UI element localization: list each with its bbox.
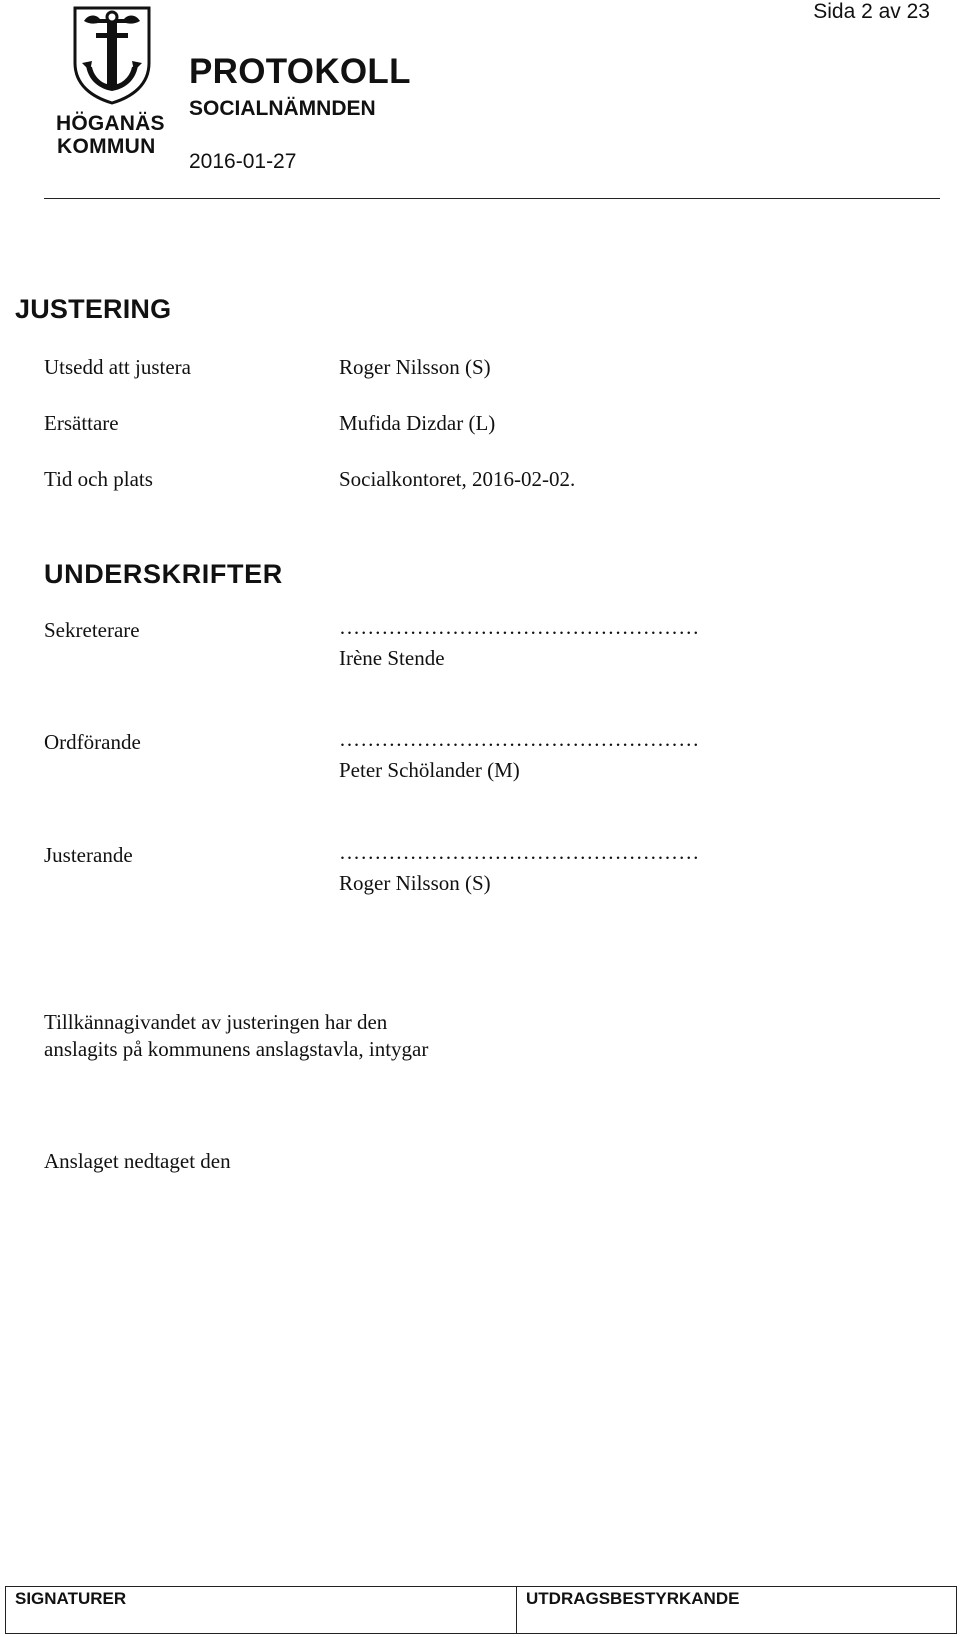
justering-value: Roger Nilsson (S) [339,355,491,379]
signature-role: Ordförande [44,730,141,754]
signature-line: …………………………………………… [339,840,700,864]
footer-extract-label: UTDRAGSBESTYRKANDE [526,1589,740,1608]
notice-line: anslagits på kommunens anslagstavla, intygar [44,1037,429,1061]
justering-value: Mufida Dizdar (L) [339,411,496,435]
signature-line: …………………………………………… [339,615,700,639]
signature-name: Roger Nilsson (S) [339,871,491,895]
logo-text-line2: KOMMUN [57,135,156,158]
footer-box [5,1586,957,1634]
signature-line: …………………………………………… [339,727,700,751]
footer-divider [516,1587,517,1633]
signature-name: Peter Schölander (M) [339,758,520,782]
justering-label: Ersättare [44,411,119,435]
municipality-logo [56,5,166,158]
anchor-crest-icon [72,5,152,105]
underskrifter-heading: UNDERSKRIFTER [44,559,283,589]
signature-role: Justerande [44,843,133,867]
justering-value: Socialkontoret, 2016-02-02. [339,467,576,491]
document-title: PROTOKOLL [189,52,411,91]
justering-heading: JUSTERING [15,294,172,324]
justering-label: Tid och plats [44,467,153,491]
page-number: Sida 2 av 23 [813,0,930,23]
justering-label: Utsedd att justera [44,355,191,379]
notice-line: Tillkännagivandet av justeringen har den [44,1010,388,1034]
footer-signatures-label: SIGNATURER [15,1589,127,1608]
takedown-note: Anslaget nedtaget den [44,1149,231,1173]
signature-role: Sekreterare [44,618,140,642]
announcement-notice [44,1009,644,1063]
signature-name: Irène Stende [339,646,445,670]
document-subtitle: SOCIALNÄMNDEN [189,97,376,120]
document-date: 2016-01-27 [189,150,297,173]
logo-text-line1: HÖGANÄS [56,112,165,135]
header-divider [44,198,940,199]
